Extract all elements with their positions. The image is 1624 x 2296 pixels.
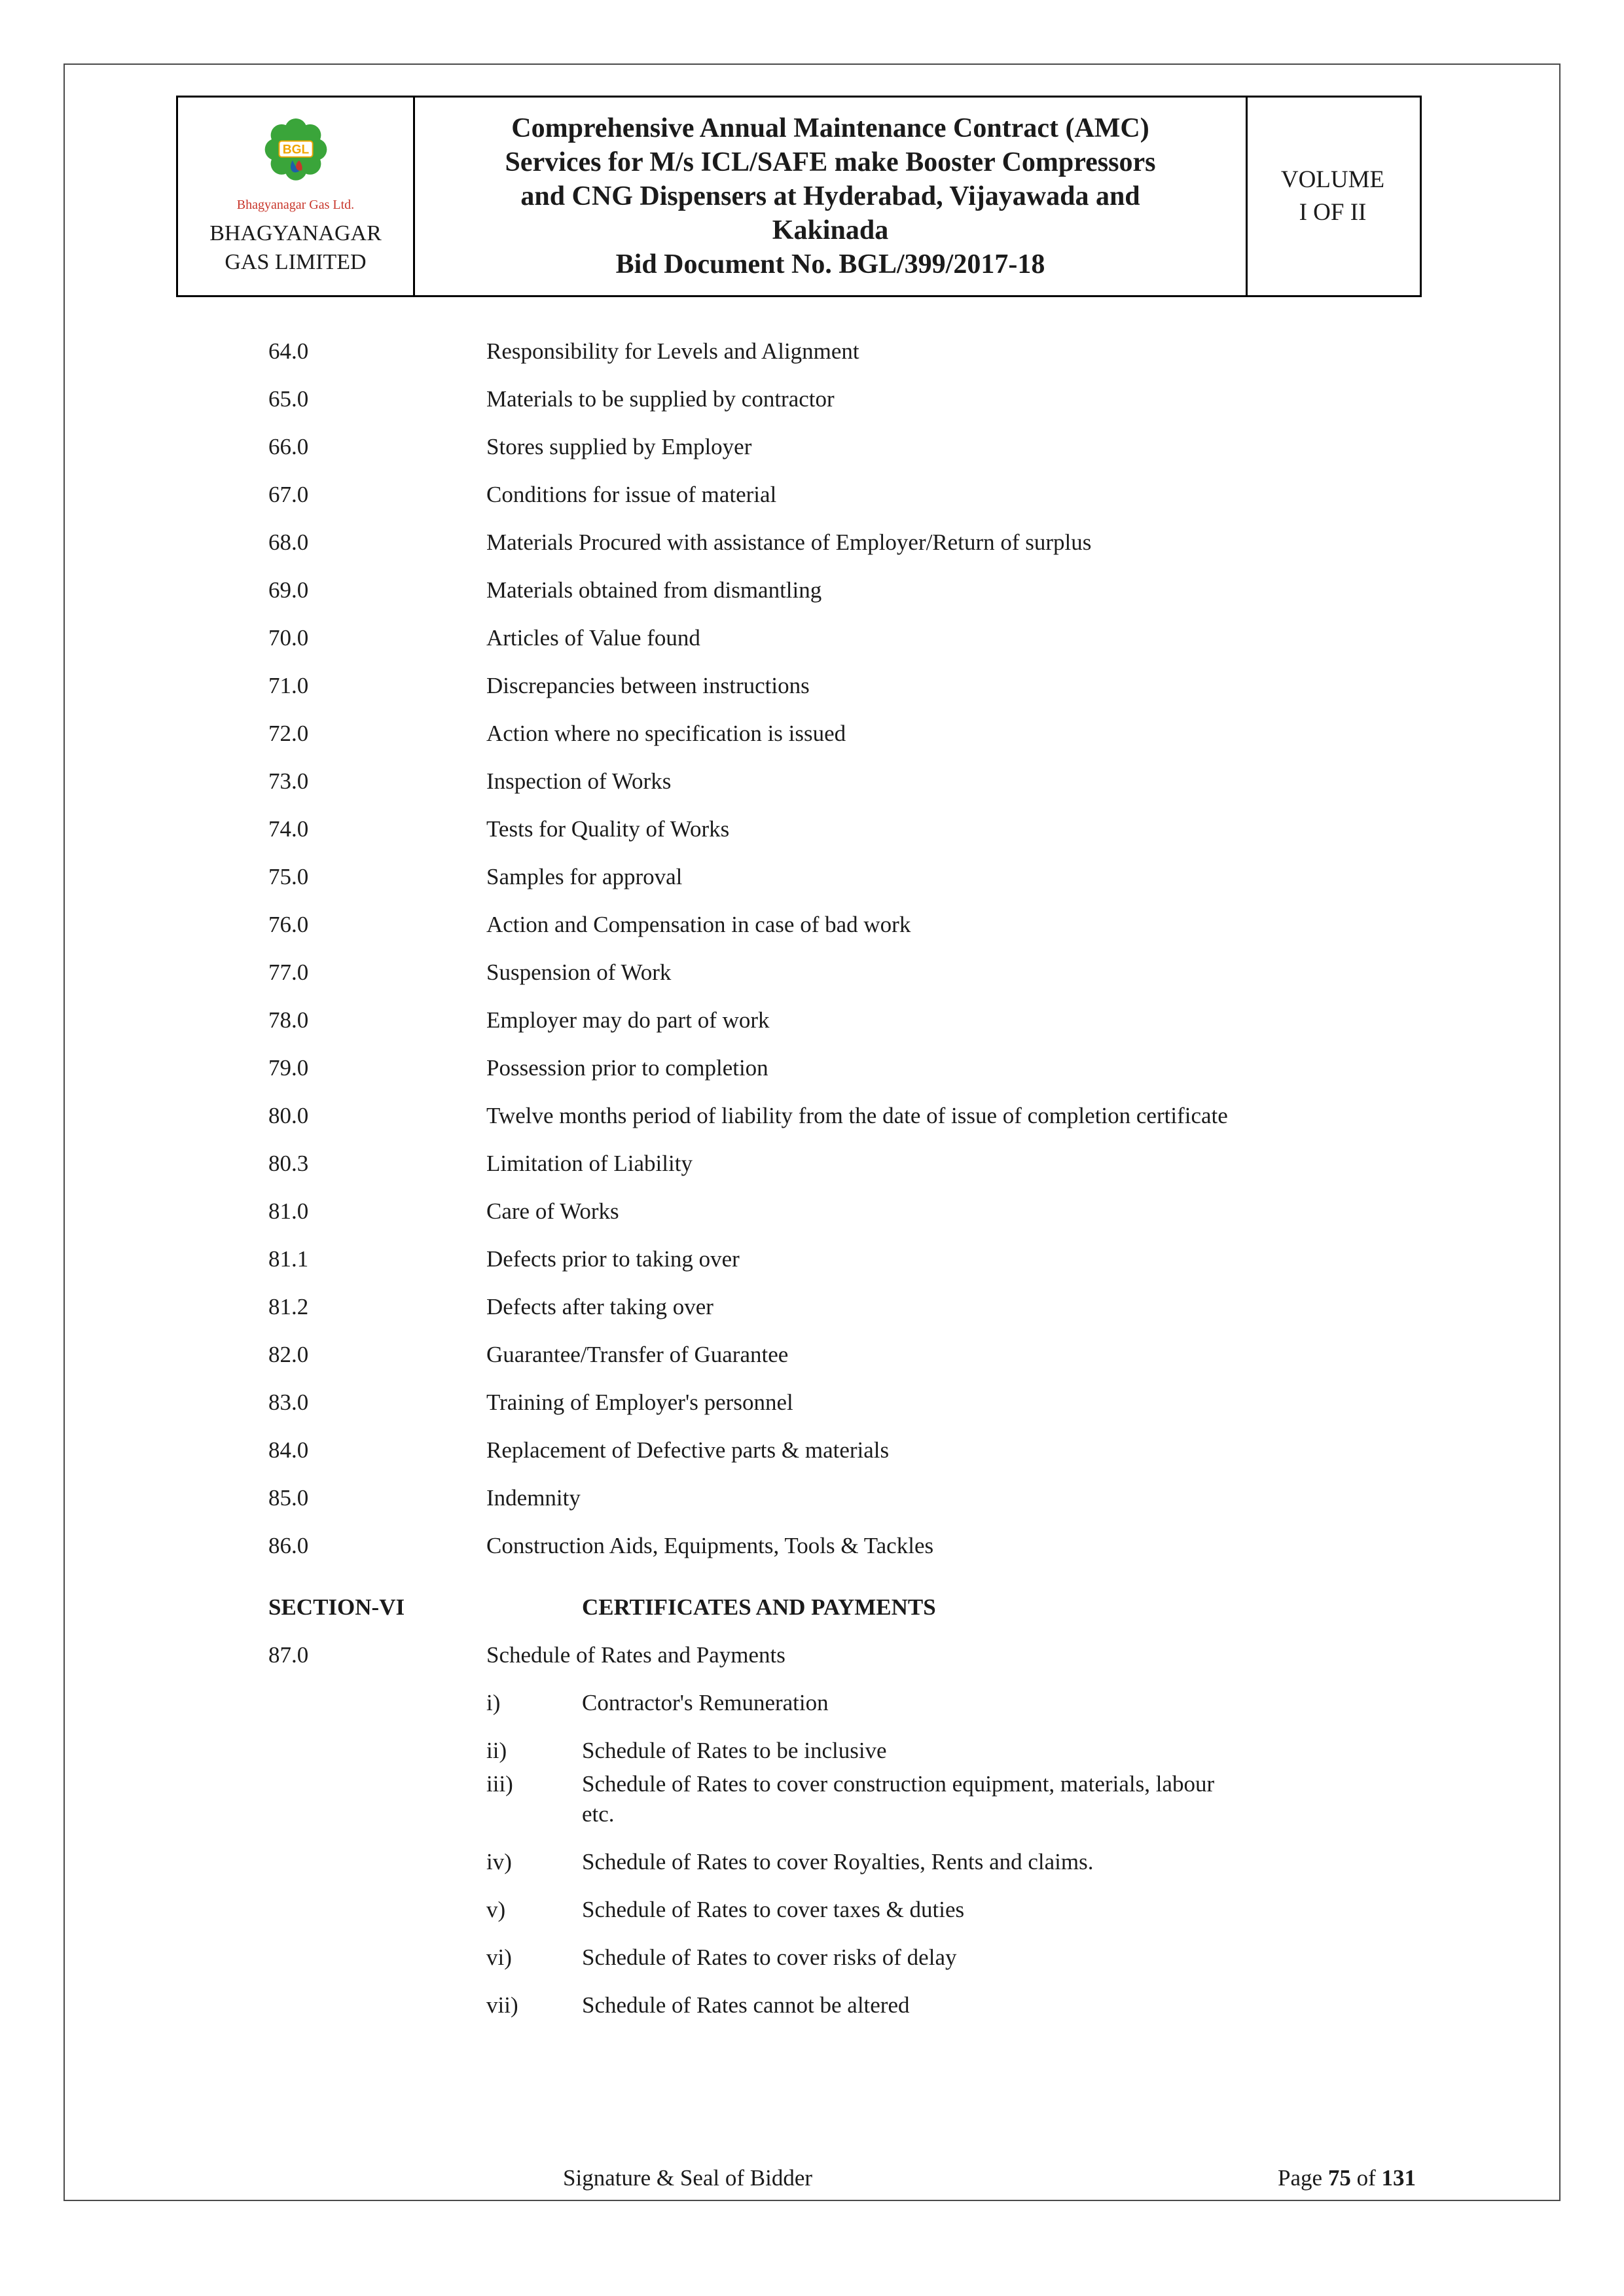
item-title: Materials to be supplied by contractor: [486, 386, 835, 412]
document-header: [176, 96, 1422, 297]
subitem-title: Schedule of Rates to be inclusive: [582, 1738, 887, 1763]
logo-bgl-text: BGL: [282, 143, 309, 157]
item-number: 85.0: [268, 1485, 309, 1511]
item-title: Action and Compensation in case of bad work: [486, 912, 911, 937]
toc-item: [268, 336, 1566, 367]
toc-subitem: [486, 1895, 1566, 1925]
toc-item: [268, 575, 1566, 605]
toc-item: [268, 480, 1566, 510]
item-number: 75.0: [268, 864, 309, 889]
page-footer: [0, 2165, 1624, 2197]
item-title: Care of Works: [486, 1198, 619, 1224]
item-number: 77.0: [268, 960, 309, 985]
item-number: 74.0: [268, 816, 309, 842]
subitem-number: vi): [486, 1945, 512, 1970]
item-title: Defects prior to taking over: [486, 1246, 740, 1272]
toc-item: [268, 1531, 1566, 1561]
bid-document-number: Bid Document No. BGL/399/2017-18: [615, 249, 1045, 280]
item-title: Construction Aids, Equipments, Tools & Tackles: [486, 1533, 934, 1558]
toc-item: [268, 1292, 1566, 1322]
item-title: Inspection of Works: [486, 768, 672, 794]
page-number: [1278, 2165, 1416, 2191]
toc-item: [268, 862, 1566, 892]
bgl-logo-icon: [254, 116, 338, 196]
item-number: 81.0: [268, 1198, 309, 1224]
toc-item: [268, 623, 1566, 653]
toc-item: [268, 719, 1566, 749]
item-title: Materials obtained from dismantling: [486, 577, 822, 603]
org-name-line1: BHAGYANAGAR: [209, 221, 382, 245]
toc-item: [268, 384, 1566, 414]
item-number: 64.0: [268, 338, 309, 364]
page-of-label: of: [1350, 2165, 1382, 2191]
toc-item: [268, 1340, 1566, 1370]
item-title: Limitation of Liability: [486, 1151, 693, 1176]
org-name-line2: GAS LIMITED: [225, 250, 367, 274]
toc-item: [268, 1149, 1566, 1179]
item-number: 80.3: [268, 1151, 309, 1176]
subitem-number: v): [486, 1897, 506, 1922]
toc-subitem: [486, 1990, 1566, 2020]
subitem-title: Schedule of Rates cannot be altered: [582, 1992, 910, 2018]
toc-item: [268, 958, 1566, 988]
toc-sublist: [486, 1688, 1566, 2020]
item-title: Employer may do part of work: [486, 1007, 770, 1033]
toc-item: [268, 1005, 1566, 1035]
item-title: Indemnity: [486, 1485, 581, 1511]
item-title: Guarantee/Transfer of Guarantee: [486, 1342, 789, 1367]
item-number: 87.0: [268, 1642, 309, 1668]
item-number: 79.0: [268, 1055, 309, 1081]
toc-item: [268, 671, 1566, 701]
item-number: 81.1: [268, 1246, 309, 1272]
toc-subitem: [486, 1736, 1566, 1766]
toc-item: [268, 1388, 1566, 1418]
item-number: 68.0: [268, 529, 309, 555]
item-number: 81.2: [268, 1294, 309, 1319]
title-line-4: Kakinada: [772, 215, 889, 246]
subitem-number: vii): [486, 1992, 518, 2018]
item-number: 65.0: [268, 386, 309, 412]
logo-subtext: Bhagyanagar Gas Ltd.: [236, 197, 355, 212]
signature-seal-label: Signature & Seal of Bidder: [563, 2165, 813, 2191]
item-title: Defects after taking over: [486, 1294, 713, 1319]
volume-line1: VOLUME: [1280, 166, 1385, 194]
subitem-title: Schedule of Rates to cover Royalties, Rents and claims.: [582, 1849, 1094, 1874]
item-number: 84.0: [268, 1437, 309, 1463]
item-title: Articles of Value found: [486, 625, 700, 651]
item-number: 78.0: [268, 1007, 309, 1033]
subitem-title: Schedule of Rates to cover taxes & duties: [582, 1897, 965, 1922]
toc-item: [268, 1244, 1566, 1274]
toc-section-heading: [268, 1592, 1566, 1623]
item-number: 69.0: [268, 577, 309, 603]
toc-item: [268, 432, 1566, 462]
section-label: SECTION-VI: [268, 1594, 405, 1620]
toc-subitem: [486, 1769, 1566, 1829]
item-number: 70.0: [268, 625, 309, 651]
toc-subitem: [486, 1847, 1566, 1877]
page-total: 131: [1381, 2165, 1416, 2191]
volume-cell: [1248, 98, 1418, 295]
toc-item: [268, 814, 1566, 844]
toc-item: [268, 528, 1566, 558]
item-title: Conditions for issue of material: [486, 482, 777, 507]
toc: [268, 336, 1566, 2038]
item-title: Discrepancies between instructions: [486, 673, 810, 698]
item-title: Responsibility for Levels and Alignment: [486, 338, 859, 364]
subitem-number: ii): [486, 1738, 507, 1763]
subitem-title: Contractor's Remuneration: [582, 1690, 829, 1715]
item-number: 66.0: [268, 434, 309, 459]
subitem-number: iii): [486, 1771, 513, 1797]
document-title-cell: [415, 98, 1248, 295]
item-title: Samples for approval: [486, 864, 683, 889]
toc-item: [268, 1053, 1566, 1083]
subitem-number: iv): [486, 1849, 512, 1874]
toc-item: [268, 1196, 1566, 1227]
volume-line2: I OF II: [1299, 199, 1367, 226]
title-line-2: Services for M/s ICL/SAFE make Booster Compressors: [505, 147, 1156, 177]
item-number: 72.0: [268, 721, 309, 746]
toc-item: [268, 766, 1566, 797]
item-number: 76.0: [268, 912, 309, 937]
item-title: Suspension of Work: [486, 960, 672, 985]
item-number: 82.0: [268, 1342, 309, 1367]
item-number: 86.0: [268, 1533, 309, 1558]
toc-item: [268, 1435, 1566, 1465]
item-title: Possession prior to completion: [486, 1055, 768, 1081]
toc-item: [268, 1483, 1566, 1513]
item-title: Twelve months period of liability from the date of issue of completion certificate: [486, 1103, 1228, 1128]
section-title: CERTIFICATES AND PAYMENTS: [582, 1594, 936, 1620]
item-title: Training of Employer's personnel: [486, 1390, 793, 1415]
subitem-title: Schedule of Rates to cover risks of delay: [582, 1945, 957, 1970]
toc-subitem: [486, 1688, 1566, 1718]
item-title: Schedule of Rates and Payments: [486, 1642, 785, 1668]
item-title: Replacement of Defective parts & materials: [486, 1437, 890, 1463]
item-number: 80.0: [268, 1103, 309, 1128]
item-number: 73.0: [268, 768, 309, 794]
page-current: 75: [1327, 2165, 1351, 2191]
subitem-number: i): [486, 1690, 501, 1715]
organization-name: [209, 219, 382, 277]
toc-list: [268, 336, 1566, 1561]
title-line-3: and CNG Dispensers at Hyderabad, Vijayawada and: [520, 181, 1140, 211]
toc-item: [268, 1640, 1566, 1670]
item-number: 71.0: [268, 673, 309, 698]
title-line-1: Comprehensive Annual Maintenance Contract (AMC): [511, 113, 1149, 143]
toc-item: [268, 910, 1566, 940]
logo-cell: [178, 98, 415, 295]
item-title: Stores supplied by Employer: [486, 434, 752, 459]
toc-subitem: [486, 1943, 1566, 1973]
subitem-title: Schedule of Rates to cover construction equipment, materials, labour etc.: [582, 1771, 1215, 1827]
item-title: Action where no specification is issued: [486, 721, 846, 746]
item-title: Materials Procured with assistance of Employer/Return of surplus: [486, 529, 1092, 555]
item-number: 83.0: [268, 1390, 309, 1415]
page-prefix: Page: [1278, 2165, 1328, 2191]
toc-item: [268, 1101, 1566, 1131]
item-title: Tests for Quality of Works: [486, 816, 730, 842]
item-number: 67.0: [268, 482, 309, 507]
